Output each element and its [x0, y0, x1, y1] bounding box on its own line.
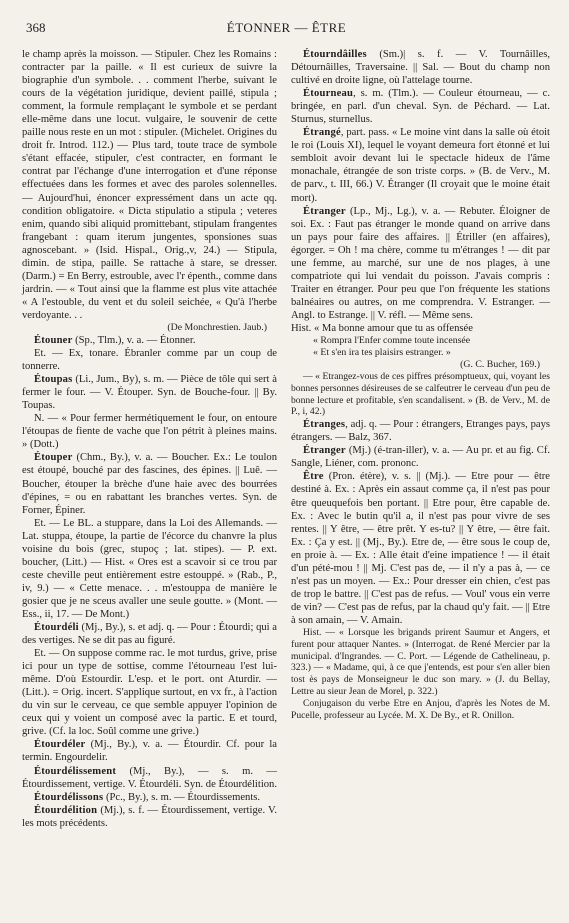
dictionary-entry: [291, 48, 550, 87]
headword: Étranger: [303, 205, 346, 217]
quotation-line: [291, 359, 550, 371]
headword: Étrangé: [303, 127, 341, 139]
quotation-line: [291, 335, 550, 347]
dictionary-entry: [291, 444, 550, 470]
entry-text: Hist. — « Lorsque les brigands prirent Saumur et Angers, et furent pour attaquer Nantes. » (Interrogat. de René Mercier par la municipal. d'Ingrandes. — C. Port. — Légende de Cathelineau, p. 323.) — « Madame, qui, à ce que j'entends, est pour s'en aller bien tost ès pays de Monseigneur le duc son mary. » (J. du Bellay, Lettre au sieur Jean de Morel, p. 322.): [291, 626, 550, 697]
headword: Étourdéler: [34, 739, 86, 751]
entry-paragraph: [291, 627, 550, 698]
entry-text: (Sp., Tlm.), v. a. — Étonner.: [72, 334, 196, 346]
entry-text: Et. — On suppose comme rac. le mot turdus, grive, prise ici pour un type de sottise, comme l'étourneau l'est lui-même. D'où Estourdir. L'esp. et le port. ont Aturdir. — (Litt.). = Orig. incert. S'applique surtout, en vx fr., à l'action du vin sur le cerveau, ce que semble appuyer l'opinion de ceux qui y voient un composé avec la partic. E et tourd, grive. (Cf. la loc. Soûl comme une grive.): [22, 648, 277, 738]
entry-text: (De Monchrestien. Jaub.): [167, 321, 267, 333]
headword: Étourndâilles: [303, 49, 367, 60]
left-column: [22, 48, 277, 830]
headword: Étouner: [34, 334, 73, 346]
page-header: [26, 20, 547, 38]
entry-text: (Pron. étère), v. s. || (Mj.). — Etre pour — être destiné à. Ex. : Après ein assaut comme ça, il n'est pas pour être queuquefois ben portant. || Etre pour, être capable de. Ex. : Avec le butin qu'il a, il n'est pas pour vivre de ses rentes. || Y être, — être prêt. Y es-tu? || Y être, — être fait. Ex. : Ça y est. || (Mj., By.). Etre de, — être sous le coup de, en proie à. — Ex. : Alle était d'eine impatience ! — il était d'un pété-mou ! || Mj. C'est pas de, — il n'y a pas à, — ce n'est pas un moyen. — Ex.: Pour dresser ein chien, c'est pas de trop le battre. || C'est pas de refus. — Voul' vous ein verre de vin? — C'est pas de refus, par la chaud qu'y fait. — || Etre à son amain, — V. Amain.: [291, 471, 550, 626]
dictionary-entry: [22, 804, 277, 830]
running-title: ÉTONNER — ÊTRE: [226, 20, 347, 35]
entry-text: (Pc., By.), s. m. — Étourdissements.: [103, 791, 261, 803]
right-column: [291, 48, 550, 721]
dictionary-entry: [22, 373, 277, 412]
entry-text: , s. m. (Tlm.). — Couleur étourneau, — c. bringée, en parl. d'un cheval. Syn. de Péchard. — Lat. Sturnus, sturnellus.: [291, 88, 550, 126]
entry-text: , part. pass. « Le moine vint dans la salle où étoit le roi (Louis XI), lequel le voyant demeura fort étonné et lui sembloit avoir devant lui le spectacle hideux de l'âme monachale, étrangée de son triste corps. » (B. de Verv., M. de parv., t. III, 66.) V. Étranger (Il croyait que le moine était mort).: [291, 127, 550, 204]
headword: Étourdéli: [34, 622, 79, 634]
entry-text: « Rompra l'Enfer comme toute incensée: [313, 335, 471, 347]
entry-text: (Mj., By.), s. et adj. q. — Pour : Étourdi; qui a des vertiges. Ne se dit pas au figuré.: [22, 622, 277, 647]
dictionary-entry: [291, 87, 550, 126]
headword: Étoupas: [34, 374, 73, 386]
dictionary-entry: [22, 738, 277, 764]
entry-text: (Li., Jum., By), s. m. — Pièce de tôle qui sert à fermer le four. — V. Étouper. Syn. de Bouche-four. || By. Toupas.: [22, 374, 277, 412]
entry-text: Et. — Le BL. a stuppare, dans la Loi des Allemands. — Lat. stuppa, étoupe, la partie de l'écorce du chanvre la plus voisine du bois (grec, stupoç ; lat. stipes). — P. ext. boucher, (Litt.) — Hist. « Ores est a scavoir si ce trou par ceste cheville peut entièrement estre estouppé. » (Rab., P., iv, 9.) — « Cette menace. . . m'estouppa de manière le gosier que je ne sceus avaller une seule goutte. » (Mont. — Ess., ii, 17. — De Mont.): [22, 517, 277, 620]
dictionary-entry: [22, 765, 277, 791]
headword: Être: [303, 471, 324, 483]
entry-text: (Lp., Mj., Lg.), v. a. — Rebuter. Éloigner de soi. Ex. : Faut pas étranger le monde quand on arrive dans un pays pour faire des affaires. || Étriller (en affaires), égorger. = Oh ! ma chère, comme tu m'étranges ! — dit par une femme, au marché, sur une de nos plages, à une compatriote qui lui vendait du poisson. J'avais compris : Traiter en étranger. Pour peu que l'on fréquente les stations balnéaires ou autres, on me comprendra. V. Estranger. — Angl. to Estrange. || V. réfl. — Même sens.: [291, 205, 550, 321]
entry-text: , adj. q. — Pour : étrangers, Etranges pays, pays étrangers. — Balz, 367.: [291, 419, 550, 444]
headword: Étouper: [34, 452, 73, 464]
dictionary-entry: [291, 205, 550, 322]
entry-text: (Chm., By.), v. a. — Boucher. Ex.: Le toulon est étoupé, bouché par des fascines, des épines. || Luê. — Boucher, étouper la brèche d'une haie avec des bourrées d'épines, = ou en rabattant les branches vertes. Syn. de Forner, Épiner.: [22, 452, 277, 516]
entry-text: Hist. « Ma bonne amour que tu as offensée: [291, 322, 473, 334]
headword: Étourneau: [303, 88, 354, 100]
entry-paragraph: [291, 698, 550, 722]
entry-paragraph: [22, 517, 277, 621]
headword: Étourdélition: [34, 804, 98, 816]
entry-text: (Mj.), s. f. — Étourdissement, vertige. V. les mots précédents.: [22, 804, 277, 829]
dictionary-entry: [22, 791, 277, 804]
entry-text: (Mj.) (é-tran-iller), v. a. — Au pr. et au fig. Cf. Sangle, Liéner, com. prononc.: [291, 445, 550, 470]
entry-text: (G. C. Bucher, 169.): [460, 359, 540, 371]
entry-text: Conjugaison du verbe Etre en Anjou, d'après les Notes de M. Pucelle, professeur au Lycée. M. X. De By., et R. Onillon.: [291, 697, 550, 721]
entry-text: (Sm.)| s. f. — V. Tournâilles, Détournâilles, Traversaine. || Sal. — Bout du champ non cultivé en droite ligne, où l'attelage tourne.: [291, 49, 550, 87]
dictionary-entry: [22, 451, 277, 516]
entry-paragraph: [291, 322, 550, 335]
entry-text: Et. — Ex, tonare. Ébranler comme par un coup de tonnerre.: [22, 348, 277, 373]
entry-paragraph: [22, 412, 277, 451]
quotation-line: [22, 322, 277, 334]
headword: Étranges: [303, 419, 346, 431]
quotation-line: [291, 347, 550, 359]
dictionary-entry: [22, 334, 277, 347]
entry-text: (Mj., By.), — s. m. — Étourdissement, vertige. V. Étourdéli. Syn. de Étourdélition.: [22, 765, 277, 790]
dictionary-entry: [291, 126, 550, 204]
headword: Étourdélissement: [34, 765, 117, 777]
dictionary-entry: [291, 470, 550, 627]
entry-text: — « Etrangez-vous de ces piffres présomptueux, qui, voyant les bonnes personnes désireuses de se calfeutrer le cerveau d'un peu de bonne lecture et profitable, s'en scandalisent. » (B. de Verv., M. de P., i, 42.): [291, 371, 550, 418]
entry-text: N. — « Pour fermer hermétiquement le four, on entoure l'étoupas de fiente de vache que l'on pétrit à pleines mains. » (Dott.): [22, 413, 277, 451]
entry-text: (Mj., By.), v. a. — Étourdir. Cf. pour la termin. Engourdelir.: [22, 739, 277, 764]
entry-text: le champ après la moisson. — Stipuler. Chez les Romains : contracter par la paille. « Il est curieux de suivre la biographie d'un symbole. . . comment l'herbe, suivant le cours de la végétation juridique, devient paillé, stipula ; comment, la formule remplaçant le symbole et se perdant elle-même dans une locut. vulgaire, le souvenir de cette paille nous reste en un mot : stipuler. (Michelet. Origines du droit fr. Introd. 112.) — Plus tard, toute trace de symbole s'étant effacée, stipuler, c'est contracter, en formant le contrat par l'échange d'une interrogation et d'une réponse effectuées dans les formes et avec des paroles solennelles. — Aujourd'hui, énoncer expressément dans un acte qq. condition obligatoire. « Dicta stipulatio a stipula ; veteres enim, quando sibi aliquid promittebant, stipulam frangentes frangebant : quam iterum jungentes, sponsiones suas agnoscebant. » (Isid. Hispal., Orig.,v, 24.) — Stipula, dimin. de stipa, paille. Se rattache à stare, se dresser. (Darm.) = En Berry, estrouble, avec l'r épenth., comme dans jardrin. — « Tout ainsi que la flamme est plus vite attachée « A l'estouble, du vent et du soleil seichée, « Qu'à l'herbe verdoyante. . .: [22, 49, 277, 321]
headword: Étourdélissons: [34, 791, 104, 803]
entry-paragraph: [22, 647, 277, 738]
entry-text: « Et s'en ira tes plaisirs estranger. »: [313, 347, 451, 359]
headword: Étranger: [303, 445, 346, 457]
page-number: 368: [26, 20, 46, 35]
entry-paragraph: [291, 371, 550, 418]
dictionary-entry: [291, 418, 550, 444]
dictionary-entry: [22, 621, 277, 647]
entry-paragraph: [22, 48, 277, 322]
entry-paragraph: [22, 347, 277, 373]
